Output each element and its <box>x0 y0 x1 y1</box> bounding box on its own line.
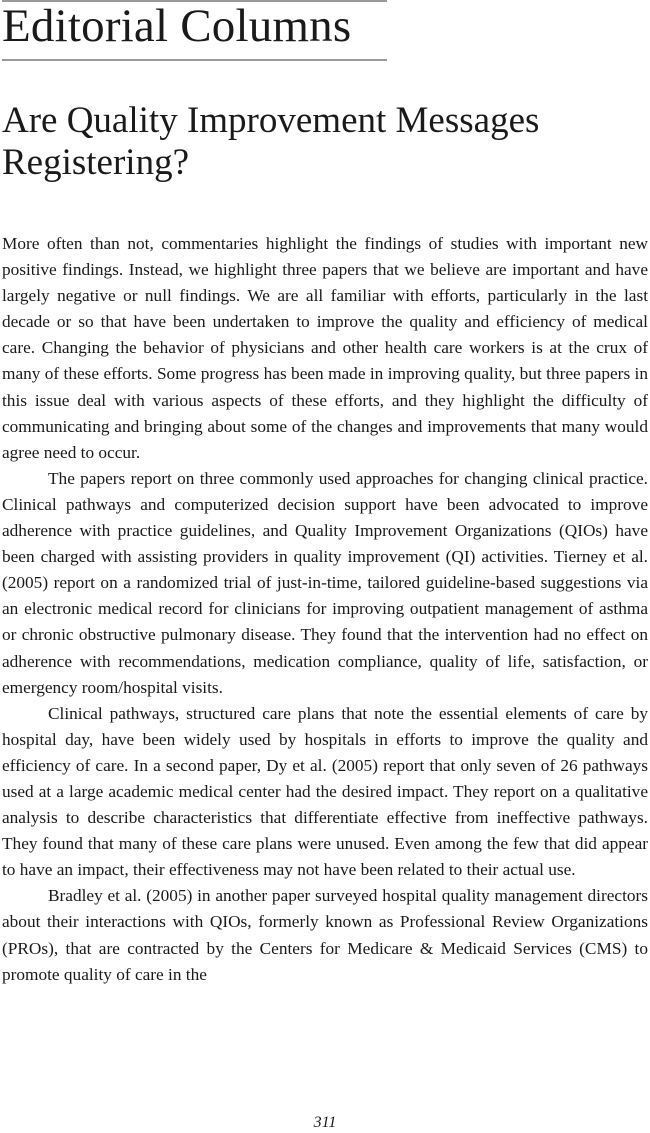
page-number: 311 <box>313 1114 337 1131</box>
section-bottom-rule <box>2 59 387 61</box>
body-paragraph-3: Clinical pathways, structured care plans that note the essential elements of care by hospital day, have been widely used by hospitals in efforts to improve the quality and efficiency of care. In a second paper, Dy et al. (2005) report that only seven of 26 pathways used at a large academic medical center had the desired impact. They report on a qualitative analysis to describe characteristics that differentiate effective from ineffective pathways. They found that many of these care plans were unused. Even among the few that did appear to have an impact, their effectiveness may not have been related to their actual use. <box>2 703 648 880</box>
body-paragraph-1: More often than not, commentaries highlight the findings of studies with important new positive findings. Instead, we highlight three papers that we believe are important and have largely negative or null findings. We are all familiar with efforts, particularly in the last decade or so that have been undertaken to improve the quality and efficiency of medical care. Changing the behavior of physicians and other health care workers is at the crux of many of these efforts. Some progress has been made in improving quality, but three papers in this issue deal with various aspects of these efforts, and they highlight the difficulty of communicating and bringing about some of the changes and improvements that many would agree need to occur. <box>2 234 648 462</box>
section-title: Editorial Columns <box>2 0 352 52</box>
body-paragraph-2: The papers report on three commonly used approaches for changing clinical practice. Clinical pathways and computerized decision support have been advocated to improve adherence with practice guidelines, and Quality Improvement Organizations (QIOs) have been charged with assisting providers in quality improvement (QI) activities. Tierney et al. (2005) report on a randomized trial of just-in-time, tailored guideline-based suggestions via an electronic medical record for clinicians for improving outpatient management of asthma or chronic obstructive pulmonary disease. They found that the intervention had no effect on adherence with recommendations, medication compliance, quality of life, satisfaction, or emergency room/hospital visits. <box>2 468 648 697</box>
article-title: Are Quality Improvement Messages Registering? <box>2 100 540 183</box>
body-paragraph-4: Bradley et al. (2005) in another paper surveyed hospital quality management directors about their interactions with QIOs, formerly known as Professional Review Organizations (PROs), that are contracted by the Centers for Medicare & Medicaid Services (CMS) to promote quality of care in the <box>2 886 648 984</box>
article-body <box>2 231 648 988</box>
